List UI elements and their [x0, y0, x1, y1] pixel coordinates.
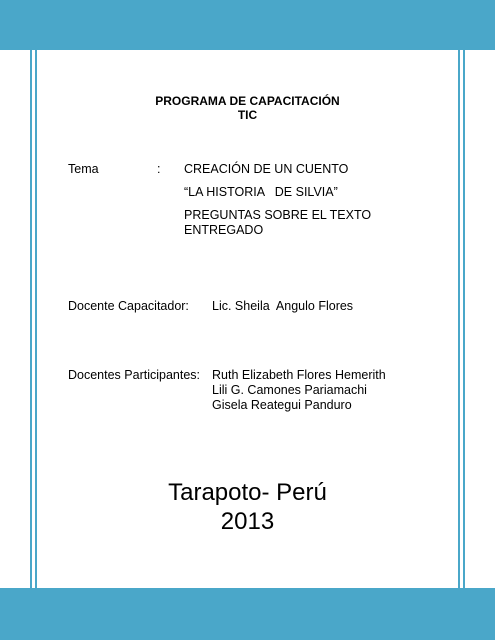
tema-label: Tema	[68, 162, 99, 176]
right-border-line-inner	[458, 50, 460, 588]
title-line-1: PROGRAMA DE CAPACITACIÓN	[155, 94, 340, 108]
bottom-banner	[0, 588, 495, 640]
place: Tarapoto- Perú	[168, 479, 327, 506]
tema-line-1: CREACIÓN DE UN CUENTO	[184, 162, 349, 176]
participante-name: Ruth Elizabeth Flores Hemerith	[212, 368, 386, 382]
docente-name: Lic. Sheila Angulo Flores	[212, 299, 354, 313]
year: 2013	[220, 508, 275, 535]
document-title	[120, 94, 375, 122]
tema-line-2: “LA HISTORIA DE SILVIA”	[184, 185, 338, 199]
right-border-line	[463, 50, 465, 588]
participante-name: Gisela Reategui Panduro	[212, 398, 352, 412]
tema-colon: :	[157, 162, 161, 176]
left-border-line-inner	[35, 50, 37, 588]
place-and-year	[120, 478, 375, 536]
left-border-line	[30, 50, 32, 588]
tema-line-3: PREGUNTAS SOBRE EL TEXTO ENTREGADO	[184, 208, 372, 237]
tema-content	[184, 162, 384, 246]
participante-name: Lili G. Camones Pariamachi	[212, 383, 367, 397]
participantes-list	[212, 368, 386, 413]
participantes-label: Docentes Participantes:	[68, 368, 201, 382]
docente-label: Docente Capacitador:	[68, 299, 189, 313]
title-line-2: TIC	[237, 108, 258, 122]
top-banner	[0, 0, 495, 50]
